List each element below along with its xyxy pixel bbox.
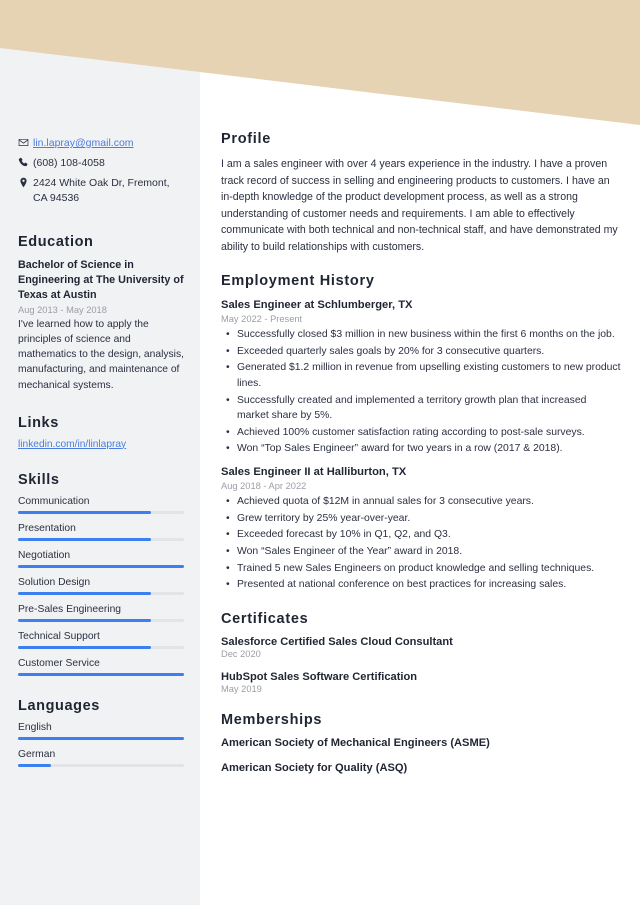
- contact-email: [18, 136, 184, 151]
- profile-section: [221, 131, 621, 255]
- languages-list: [18, 722, 184, 767]
- job-bullet: • Achieved 100% customer satisfaction rating according to post-sale surveys.: [221, 425, 621, 441]
- email-link[interactable]: lin.lapray@gmail.com: [33, 137, 134, 149]
- skill-track: [18, 565, 184, 568]
- language-label: German: [18, 748, 56, 760]
- job-bullet: • Generated $1.2 million in revenue from upselling existing customers to new product lines.: [221, 360, 621, 391]
- employment-section: [221, 273, 621, 593]
- job-title: Sales Engineer II at Halliburton, TX: [221, 466, 407, 479]
- skill-fill: [18, 538, 151, 541]
- contact-address: [18, 176, 184, 206]
- skill-label: Negotiation: [18, 549, 71, 561]
- job-bullet: • Exceeded forecast by 10% in Q1, Q2, and Q3.: [221, 527, 621, 543]
- skills-list: [18, 496, 184, 676]
- contact-address-value: 2424 White Oak Dr, Fremont, CA 94536: [33, 176, 170, 204]
- skill-fill: [18, 511, 151, 514]
- envelope-icon: [18, 136, 33, 148]
- language-label: English: [18, 721, 52, 733]
- certificate-date: May 2019: [221, 683, 262, 694]
- skill-fill: [18, 646, 151, 649]
- memberships-heading: Memberships: [221, 711, 323, 728]
- contact-list: [18, 136, 184, 206]
- job-bullets: [221, 494, 621, 593]
- linkedin-link[interactable]: linkedin.com/in/linlapray: [18, 438, 127, 450]
- sidebar-content: [0, 0, 200, 776]
- skill-fill: [18, 592, 151, 595]
- job-date: May 2022 - Present: [221, 314, 303, 325]
- certificate-title: Salesforce Certified Sales Cloud Consultant: [221, 635, 453, 648]
- job-bullets: [221, 327, 621, 457]
- job-bullet: • Trained 5 new Sales Engineers on product knowledge and selling techniques.: [221, 561, 621, 577]
- job-bullet: • Successfully created and implemented a territory growth plan that increased market share by 5%.: [221, 393, 621, 424]
- skill-track: [18, 511, 184, 514]
- job-bullet: • Won “Sales Engineer of the Year” award in 2018.: [221, 544, 621, 560]
- links-list: [18, 439, 184, 450]
- certificate-entry: [221, 671, 621, 694]
- job-date: Aug 2018 - Apr 2022: [221, 481, 307, 492]
- skill-label: Technical Support: [18, 630, 100, 642]
- job-bullet: • Successfully closed $3 million in new business within the first 6 months on the job.: [221, 327, 621, 343]
- skill-label: Customer Service: [18, 657, 100, 669]
- skill-fill: [18, 619, 151, 622]
- skill-item: [18, 604, 184, 622]
- job-bullet: • Presented at national conference on best practices for increasing sales.: [221, 577, 621, 593]
- job-title: Sales Engineer at Schlumberger, TX: [221, 299, 413, 312]
- education-entry: [18, 258, 184, 393]
- skill-track: [18, 646, 184, 649]
- skill-label: Pre-Sales Engineering: [18, 603, 122, 615]
- skill-track: [18, 673, 184, 676]
- language-track: [18, 764, 184, 767]
- phone-icon: [18, 156, 33, 168]
- job-bullet: • Won “Top Sales Engineer” award for two years in a row (2017 & 2018).: [221, 441, 621, 457]
- membership-item: American Society for Quality (ASQ): [221, 761, 408, 774]
- certificate-entry: [221, 636, 621, 659]
- memberships-section: [221, 712, 621, 774]
- profile-text: I am a sales engineer with over 4 years experience in the industry. I have a proven track record of success in selling and engineering products to customers. I have an in-depth knowledge of the product development process, as well as a strong understanding of customer needs and requirements. I am able to effectively communicate with both technical and non-technical staff, and have demonstrated my ability to build relationships with customers.: [221, 158, 618, 253]
- languages-heading: Languages: [18, 697, 100, 714]
- skill-fill: [18, 673, 184, 676]
- skill-item: [18, 523, 184, 541]
- skill-label: Presentation: [18, 522, 76, 534]
- language-item: [18, 749, 184, 767]
- job-entry: [221, 465, 621, 593]
- education-heading: Education: [18, 233, 94, 250]
- contact-phone: [18, 156, 184, 171]
- job-bullet: • Grew territory by 25% year-over-year.: [221, 511, 621, 527]
- main-column: [221, 0, 621, 792]
- skills-heading: Skills: [18, 471, 60, 488]
- skill-item: [18, 577, 184, 595]
- certificates-heading: Certificates: [221, 610, 309, 627]
- education-date: Aug 2013 - May 2018: [18, 304, 107, 315]
- skill-item: [18, 658, 184, 676]
- employment-heading: Employment History: [221, 273, 375, 290]
- language-item: [18, 722, 184, 740]
- skill-label: Communication: [18, 495, 90, 507]
- links-heading: Links: [18, 414, 59, 431]
- language-fill: [18, 737, 184, 740]
- skill-label: Solution Design: [18, 576, 91, 588]
- profile-heading: Profile: [221, 131, 272, 147]
- skill-fill: [18, 565, 184, 568]
- skill-item: [18, 631, 184, 649]
- contact-email-value: [33, 136, 184, 151]
- skill-track: [18, 592, 184, 595]
- job-entry: [221, 298, 621, 457]
- certificate-title: HubSpot Sales Software Certification: [221, 670, 418, 683]
- education-degree: Bachelor of Science in Engineering at The University of Texas at Austin: [18, 258, 184, 302]
- skill-item: [18, 496, 184, 514]
- certificates-section: [221, 611, 621, 694]
- language-fill: [18, 764, 51, 767]
- map-pin-icon: [18, 176, 33, 188]
- education-description: I've learned how to apply the principles of science and mathematics to the design, analysis, manufacturing, and maintenance of mechanical systems.: [18, 318, 184, 391]
- certificate-date: Dec 2020: [221, 648, 261, 659]
- skill-item: [18, 550, 184, 568]
- job-bullet: • Achieved quota of $12M in annual sales for 3 consecutive years.: [221, 494, 621, 510]
- skill-track: [18, 538, 184, 541]
- language-track: [18, 737, 184, 740]
- membership-item: American Society of Mechanical Engineers (ASME): [221, 736, 490, 749]
- skill-track: [18, 619, 184, 622]
- job-bullet: • Exceeded quarterly sales goals by 20% for 3 consecutive quarters.: [221, 344, 621, 360]
- contact-phone-value: (608) 108-4058: [33, 156, 105, 169]
